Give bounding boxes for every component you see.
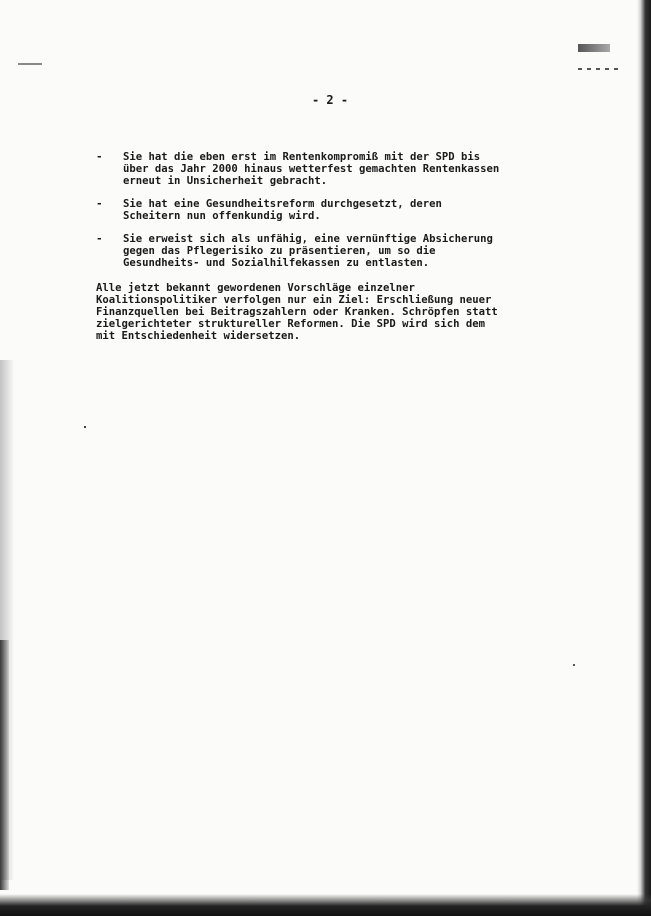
scan-edge-shadow <box>0 640 9 890</box>
scan-mark <box>578 44 610 52</box>
bullet-list <box>96 151 566 280</box>
scan-mark <box>578 68 618 70</box>
list-item <box>96 233 566 269</box>
bullet-dash: - <box>96 150 103 163</box>
body-paragraph: Alle jetzt bekannt gewordenen Vorschläge einzelner Koalitionspolitiker verfolgen nur ein Ziel: Erschließung neuer Finanzquellen bei Beitragszahlern oder Kranken. Schröpfen statt zielgerichteter struktureller Reformen. Die SPD wird sich dem mit Entschiedenheit widersetzen. <box>96 282 498 342</box>
bullet-dash: - <box>96 232 103 245</box>
bullet-text: Sie hat die eben erst im Rentenkompromiß mit der SPD bis über das Jahr 2000 hinaus wetterfest gemachten Rentenkassen erneut in Unsicherheit gebracht. <box>123 151 500 187</box>
scan-speck <box>573 664 575 666</box>
bullet-text: Sie erweist sich als unfähig, eine vernünftige Absicherung gegen das Pflegerisiko zu präsentieren, um so die Gesundheits- und Sozialhilfekassen zu entlasten. <box>123 233 493 269</box>
page-number: - 2 - <box>311 93 349 107</box>
bullet-dash: - <box>96 197 103 210</box>
bullet-text: Sie hat eine Gesundheitsreform durchgesetzt, deren Scheitern nun offenkundig wird. <box>123 198 442 222</box>
scan-edge-shadow <box>637 0 651 916</box>
list-item <box>96 151 566 187</box>
scan-edge-shadow <box>0 894 651 916</box>
scan-mark <box>18 63 42 65</box>
list-item <box>96 198 566 222</box>
scan-speck <box>84 426 86 428</box>
